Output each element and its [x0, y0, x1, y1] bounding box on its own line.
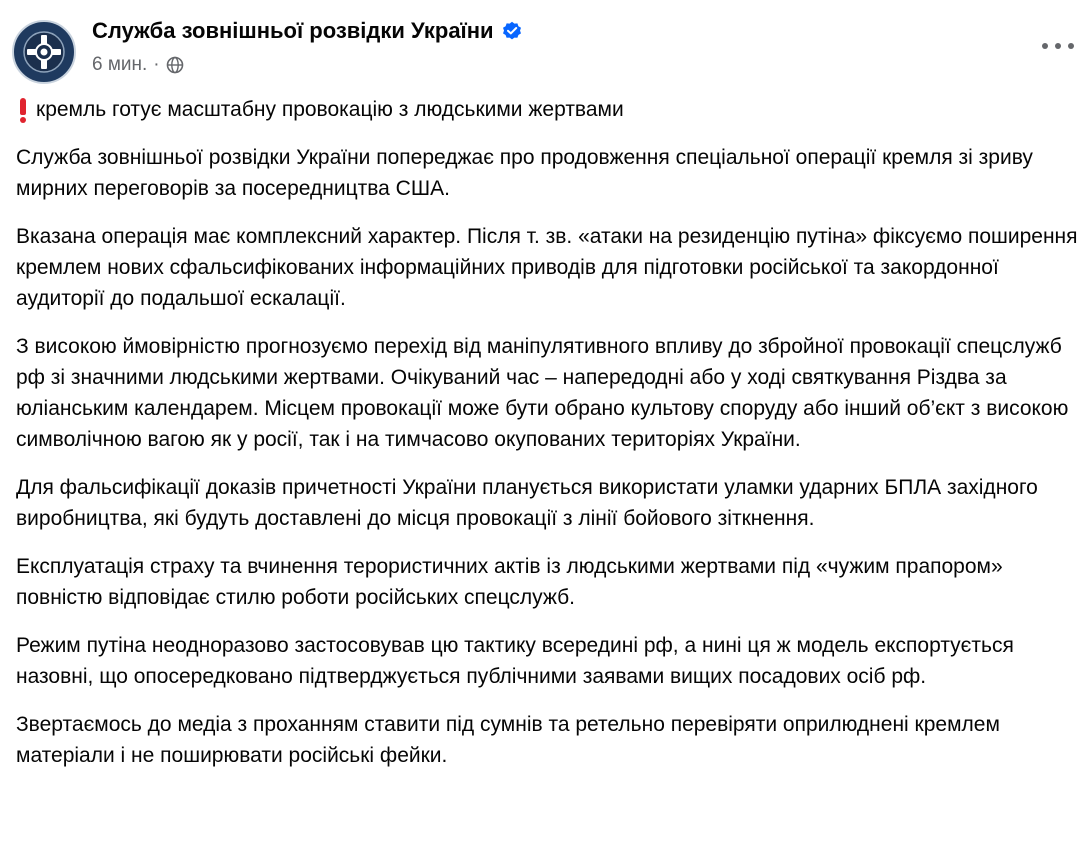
- headline-text: кремль готує масштабну провокацію з людськими жертвами: [36, 98, 624, 121]
- red-exclamation-icon: [16, 97, 30, 123]
- page-name-row: [92, 18, 522, 44]
- page-name[interactable]: Служба зовнішньої розвідки України: [92, 18, 494, 43]
- more-dot: [1068, 43, 1074, 49]
- more-dot: [1042, 43, 1048, 49]
- meta-separator: ·: [153, 54, 160, 75]
- more-options-icon[interactable]: [1042, 38, 1074, 54]
- agency-emblem-icon: [22, 30, 66, 74]
- post-paragraph: З високою ймовірністю прогнозуємо перехід від маніпулятивного впливу до збройної провокації спецслужб рф зі значними людськими жертвами. Очікуваний час – напередодні або у ході святкування Різдва за юліанським календарем. Місцем провокації може бути обрано культову споруду або інший об’єкт з високою символічною вагою як у росії, так і на тимчасово окупованих територіях України.: [16, 335, 1069, 451]
- post-headline: [16, 94, 1082, 125]
- verified-badge-icon: [502, 21, 522, 41]
- post-body: [16, 94, 1082, 788]
- post-paragraph: Для фальсифікації доказів причетності України планується використати уламки ударних БПЛА західного виробництва, які будуть доставлені до місця провокації з лінії бойового зіткнення.: [16, 476, 1038, 530]
- post-paragraph: Служба зовнішньої розвідки України попереджає про продовження спеціальної операції кремля зі зриву мирних переговорів за посередництва США.: [16, 146, 1033, 200]
- avatar[interactable]: [12, 20, 76, 84]
- more-dot: [1055, 43, 1061, 49]
- post-meta: [92, 54, 184, 76]
- post-paragraph: Вказана операція має комплексний характер. Після т. зв. «атаки на резиденцію путіна» фіксуємо поширення кремлем нових сфальсифікованих інформаційних приводів для підготовки російської та закордонної аудиторії до подальшої ескалації.: [16, 225, 1078, 310]
- post-paragraph: Звертаємось до медіа з проханням ставити під сумнів та ретельно перевіряти оприлюднені кремлем матеріали і не поширювати російські фейки.: [16, 713, 1000, 767]
- post-timestamp[interactable]: 6 мин.: [92, 54, 148, 75]
- post-paragraph: Режим путіна неодноразово застосовував цю тактику всередині рф, а нині ця ж модель експортується назовні, що опосередковано підтверджується публічними заявами вищих посадових осіб рф.: [16, 634, 1014, 688]
- globe-icon[interactable]: [166, 56, 184, 74]
- post-paragraph: Експлуатація страху та вчинення терористичних актів із людськими жертвами під «чужим прапором» повністю відповідає стилю роботи російських спецслужб.: [16, 555, 1003, 609]
- post-header: [12, 14, 1078, 84]
